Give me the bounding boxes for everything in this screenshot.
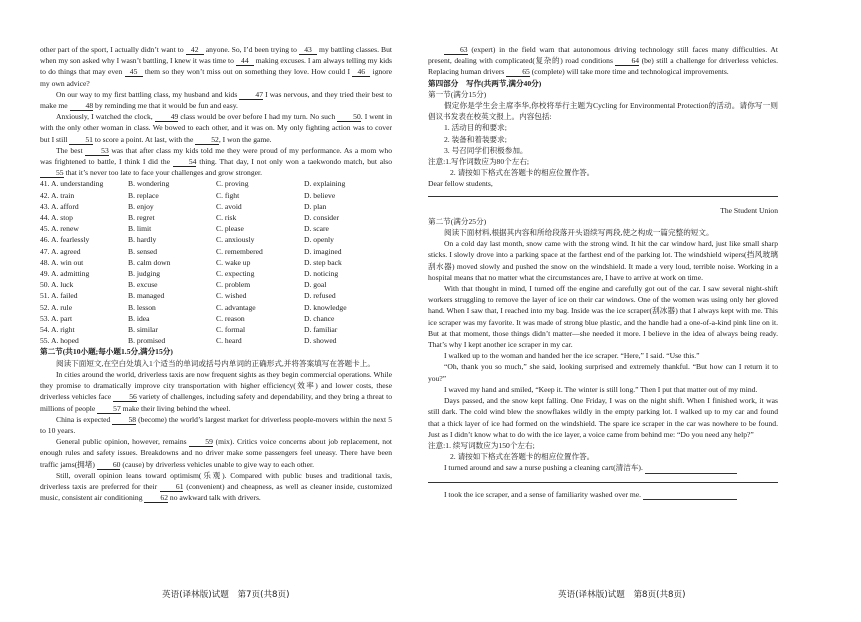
signature: The Student Union (720, 205, 778, 215)
section2-instruction: 阅读下面短文,在空白处填入1个适当的单词或括号内单词的正确形式,并将答案填写在答题卡上。 (56, 358, 375, 368)
option-row (40, 268, 392, 279)
cloze-paragraph-2: On our way to my first battling class, my husband and kids 47 I was nervous, and they tried their best to make me 48 by reminding me that it would be fun and easy. (40, 89, 393, 111)
right-column (428, 44, 778, 500)
part4-heading: 第四部分 写作(共两节,满分40分) (428, 78, 542, 88)
option-cell: D. chance (304, 313, 335, 323)
option-cell: 51. A. failed (40, 291, 78, 301)
blank-58: 58 (112, 415, 136, 425)
option-cell: C. formal (216, 325, 246, 335)
option-cell: B. limit (128, 224, 152, 234)
cloze-options-table (40, 178, 392, 346)
blank-52: 52 (195, 135, 219, 145)
option-cell: C. fight (216, 190, 240, 200)
writing-s2-note-2: 2. 请按如下格式在答题卡的相应位置作答。 (450, 452, 595, 462)
option-cell: D. consider (304, 213, 340, 223)
option-cell: 42. A. train (40, 190, 75, 200)
page-footer-right: 英语(译林版)试题 第8页(共8页) (558, 590, 686, 600)
option-cell: 49. A. admitting (40, 269, 90, 279)
answer-line (643, 490, 737, 500)
continuation-start-1: I turned around and saw a nurse pushing a cleaning cart(清洁车). (428, 462, 778, 473)
option-cell: C. reason (216, 313, 245, 323)
option-cell: D. goal (304, 280, 327, 290)
option-cell: 50. A. luck (40, 280, 74, 290)
writing-s1-heading: 第一节(满分15分) (428, 89, 487, 99)
blank-57: 57 (97, 404, 121, 414)
option-row (40, 190, 392, 201)
blank-61: 61 (160, 482, 184, 492)
cloze-paragraph-4: The best 53 was that after class my kids told me they were proud of my performance. As a mom who was frightened to battle, I think I did the 54 thing. That day, I not only won a taekwondo match, but also 55 that it’s never too late to face your challenges and grow stronger. (40, 145, 392, 178)
story-paragraph-3: I walked up to the woman and handed her the ice scraper. “Here,” I said. “Use this.” (444, 351, 700, 361)
option-cell: 43. A. afford (40, 201, 79, 211)
option-cell: D. step back (304, 257, 342, 267)
option-cell: B. promised (128, 336, 166, 346)
option-cell: B. regret (128, 213, 155, 223)
option-cell: C. advantage (216, 302, 256, 312)
salutation: Dear fellow students, (428, 179, 493, 189)
option-cell: D. noticing (304, 269, 339, 279)
grammar-paragraph-5: 63 (expert) in the field warn that autonomous driving technology still faces many difficulties. At present, dealing with complicated(复杂的) road conditions 64 (be) still a challenge for driverless vehicles. Replacing human drivers 65 (complete) will take more time and technological improvements. (428, 45, 778, 77)
blank-50: 50 (337, 112, 361, 122)
continuation-start-2: I took the ice scraper, and a sense of familiarity washed over me. (428, 489, 778, 500)
option-cell: B. managed (128, 291, 165, 301)
option-cell: C. wake up (216, 257, 251, 267)
option-cell: C. remembered (216, 246, 263, 256)
option-row (40, 201, 392, 212)
blank-63: 63 (444, 45, 468, 55)
option-cell: B. excuse (128, 280, 158, 290)
blank-62: 62 (144, 493, 168, 503)
writing-s2-instruction: 阅读下面材料,根据其内容和所给段落开头语续写两段,使之构成一篇完整的短文。 (444, 228, 714, 238)
answer-line (645, 464, 737, 474)
option-row (40, 279, 392, 290)
blank-51: 51 (69, 135, 93, 145)
option-cell: B. judging (128, 269, 161, 279)
story-paragraph-5: I waved my hand and smiled, “Keep it. The winter is still long.” Then I put that matter out of my mind. (444, 384, 758, 394)
option-row (40, 302, 392, 313)
option-cell: C. avoid (216, 201, 242, 211)
option-cell: D. believe (304, 190, 336, 200)
writing-s1-note-1: 注意:1.写作词数应为80个左右; (428, 157, 530, 167)
page-footer-left: 英语(译林版)试题 第7页(共8页) (162, 590, 290, 600)
grammar-paragraph-4: Still, overall opinion leans toward optimism(乐观). Compared with public buses and traditional taxis, driverless taxis are preferred for their 61 (convenient) and cheapness, as well as cleaner inside, customized music, consistent air conditioning 62 no awkward talk with drivers. (40, 470, 392, 503)
option-cell: C. please (216, 224, 244, 234)
blank-65: 65 (506, 67, 530, 77)
option-cell: D. familiar (304, 325, 338, 335)
option-cell: 44. A. stop (40, 213, 73, 223)
blank-49: 49 (155, 112, 179, 122)
left-column (40, 44, 392, 503)
option-row (40, 246, 392, 257)
writing-s1-note-2: 2. 请按如下格式在答题卡的相应位置作答。 (450, 168, 595, 178)
blank-54: 54 (173, 157, 197, 167)
option-cell: B. similar (128, 325, 158, 335)
option-row (40, 290, 392, 301)
blank-47: 47 (239, 90, 263, 100)
writing-s2-heading: 第二节(满分25分) (428, 216, 487, 226)
blank-59: 59 (189, 437, 213, 447)
blank-48: 48 (70, 101, 94, 111)
option-cell: C. wished (216, 291, 247, 301)
option-row (40, 324, 392, 335)
option-cell: B. idea (128, 313, 150, 323)
story-paragraph-1: On a cold day last month, snow came with the strong wind. It hit the car window hard, just like small sharp sticks. I slowly drove into a parking space at the farthest end of the parking lot. The windshield wipers(挡风玻璃刮水器) moved slowly and pushed the snow on the windshield. It made a very loud, terrible noise. Working in a hospital means that no matter what the circumstances are, I have to arrive at work on time. (428, 239, 778, 282)
story-paragraph-2: With that thought in mind, I turned off the engine and carefully got out of the car. I saw several night-shift workers struggling to remove the layer of ice on their car windows. One of the women was using only her gloved hand. When I saw that, I reached into my bag. Inside was the ice scraper(刮冰器) that I always kept with me. This ice scraper was my favorite. It was made of strong blue plastic, and the handle had a one-of-a-kind pink line on it. But at that moment, those things didn’t matter—she needed it more. I believe in the idea of always being ready. That’s why I kept another ice scraper in my car. (428, 284, 778, 350)
writing-s1-item-2: 2. 装备和着装要求; (444, 134, 507, 144)
option-cell: 47. A. agreed (40, 246, 81, 256)
option-cell: D. refused (304, 291, 336, 301)
option-cell: B. wondering (128, 179, 170, 189)
option-cell: 52. A. rule (40, 302, 73, 312)
option-cell: B. sensed (128, 246, 158, 256)
blank-43: 43 (299, 45, 317, 55)
option-row (40, 212, 392, 223)
option-row (40, 313, 392, 324)
option-cell: D. imagined (304, 246, 342, 256)
option-cell: B. enjoy (128, 201, 154, 211)
blank-55: 55 (40, 168, 64, 178)
option-cell: D. knowledge (304, 302, 347, 312)
story-paragraph-4: “Oh, thank you so much,” she said, looking surprised and extremely thankful. “But how can I return it to you?” (428, 362, 778, 383)
section2-heading: 第二节(共10小题;每小题1.5分,满分15分) (40, 347, 173, 357)
option-cell: C. expecting (216, 269, 255, 279)
grammar-paragraph-2: China is expected 58 (become) the world’s largest market for driverless people-movers within the next 5 to 10 years. (40, 414, 393, 435)
option-cell: C. proving (216, 179, 249, 189)
option-cell: D. scare (304, 224, 329, 234)
writing-s1-item-1: 1. 活动目的和要求; (444, 123, 507, 133)
option-row (40, 257, 392, 268)
writing-s2-note-1: 注意:1. 续写词数应为150个左右; (428, 440, 535, 450)
blank-60: 60 (97, 460, 121, 470)
option-cell: 55. A. hoped (40, 336, 79, 346)
story-paragraph-6: Days passed, and the snow kept falling. One Friday, I was on the night shift. When I finished work, it was still dark. The cold wind blew the snowflakes wildly in the empty parking lot. I walked up to my car and found that a thick layer of ice had formed on the windshield. The spare ice scraper in the car was nowhere to be found. Just as I didn’t know what to do with the ice layer, a voice came from behind me: “Do you need any help?” (428, 396, 778, 439)
blank-45: 45 (125, 67, 143, 77)
option-cell: C. heard (216, 336, 242, 346)
cloze-paragraph-3: Anxiously, I watched the clock, 49 class would be over before I had my turn. No such 50. I went in with the only other woman in class. We bowed to each other, and it was on. My only fighting action was to cover but I still 51 to score a point. At last, with the 52, I won the game. (40, 112, 392, 144)
answer-line (428, 196, 778, 197)
option-cell: D. showed (304, 336, 337, 346)
option-cell: 45. A. renew (40, 224, 79, 234)
cloze-paragraph-1: other part of the sport, I actually didn’t want to 42 anyone. So, I’d been trying to 43 my battling classes. But when my son asked why I wasn’t battling, I knew it was time to 44 making excuses. I am always telling my kids to do things that may even 45 them so they won’t miss out on something they love. How could I 46 ignore my own advice? (40, 45, 393, 88)
option-cell: C. anxiously (216, 235, 255, 245)
option-cell: B. lesson (128, 302, 156, 312)
blank-46: 46 (352, 67, 370, 77)
option-cell: 53. A. part (40, 313, 73, 323)
option-row (40, 223, 392, 234)
option-cell: 46. A. fearlessly (40, 235, 90, 245)
option-cell: D. plan (304, 201, 327, 211)
option-cell: C. problem (216, 280, 251, 290)
option-cell: B. hardly (128, 235, 157, 245)
grammar-paragraph-1: In cities around the world, driverless taxis are now frequent sights as they begin commercial operations. While they promise to dramatically improve city transportation with higher efficiency(效率) and lower costs, these driverless vehicles face 56 variety of challenges, including safety and dependability, and they bring a threat to millions of people 57 make their living behind the wheel. (40, 369, 392, 413)
option-cell: 41. A. understanding (40, 179, 104, 189)
answer-line (428, 482, 778, 483)
blank-42: 42 (186, 45, 204, 55)
blank-56: 56 (113, 392, 137, 402)
option-cell: 54. A. right (40, 325, 75, 335)
writing-s1-item-3: 3. 号召同学们积极参加。 (444, 145, 528, 155)
option-row (40, 335, 392, 346)
option-cell: C. risk (216, 213, 237, 223)
blank-44: 44 (236, 56, 254, 66)
option-cell: B. calm down (128, 257, 171, 267)
option-cell: 48. A. win out (40, 257, 84, 267)
option-cell: D. explaining (304, 179, 346, 189)
option-row (40, 234, 392, 245)
option-cell: D. openly (304, 235, 334, 245)
blank-53: 53 (85, 146, 109, 156)
grammar-paragraph-3: General public opinion, however, remains 59 (mix). Critics voice concerns about job replacement, not enough rules and safety issues. Breakdowns and no driver make some passengers feel uneasy. There have been traffic jams(拥堵) 60 (cause) by driverless vehicles unable to give way to each other. (40, 437, 393, 469)
option-cell: B. replace (128, 190, 159, 200)
writing-s1-prompt: 假定你是学生会主席李华,你校将举行主题为Cycling for Environmental Protection的活动。请你写一则倡议书发表在校英文报上。内容包括: (428, 101, 778, 122)
blank-64: 64 (615, 56, 639, 66)
option-row (40, 178, 392, 189)
